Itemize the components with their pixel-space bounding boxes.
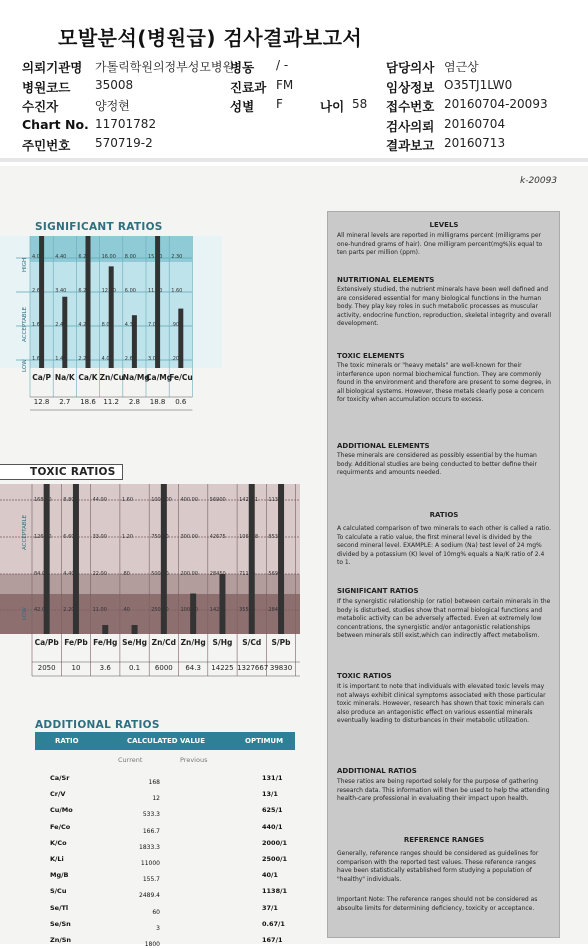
value-department: FM <box>276 78 294 92</box>
label-ward: 병동 <box>230 60 255 75</box>
sig-category-label: Zn/Cu <box>99 373 124 382</box>
significant-ratios-title: SIGNIFICANT RATIOS <box>35 221 163 233</box>
sig-tick-label: 4.20 <box>78 322 90 328</box>
tox-tick-label: 500.00 <box>151 571 169 577</box>
sig-tick-label: 4.00 <box>101 356 113 362</box>
panel-section-title: RATIOS <box>429 511 459 519</box>
sig-category-label: Ca/K <box>78 373 98 382</box>
tox-tick-label: 1000.00 <box>151 497 172 503</box>
additional-ratio-name: Fe/Co <box>50 822 71 831</box>
value-clinical-info: O35TJ1LW0 <box>444 78 513 92</box>
col-optimum: OPTIMUM <box>245 737 284 745</box>
tox-value-label: 64.3 <box>185 664 201 672</box>
sig-tick-label: 8.00 <box>124 254 136 260</box>
tox-bar <box>219 574 225 634</box>
sig-tick-label: 7.00 <box>148 322 160 328</box>
sig-tick-label: 4.40 <box>55 254 67 260</box>
sig-tick-label: 1.60 <box>171 288 183 294</box>
sig-tick-label: 6.00 <box>124 288 136 294</box>
tox-category-label: S/Cd <box>242 638 262 647</box>
sig-category-label: Fe/Cu <box>169 373 193 382</box>
tox-tick-label: 8.80 <box>63 497 75 503</box>
panel-section-text: Generally, reference ranges should be considered as guidelines for comparison with the reported test values. These reference ranges have been statistically established form studying a population of "healthy" individuals. <box>337 850 539 883</box>
sig-tick-label: 6.20 <box>78 254 90 260</box>
sub-previous: Previous <box>180 756 208 764</box>
tox-tick-label: 6.60 <box>63 534 75 540</box>
additional-ratio-current: 155.7 <box>142 876 160 884</box>
additional-ratio-optimum: 131/1 <box>262 774 283 782</box>
label-doctor: 담당의사 <box>386 60 435 75</box>
sig-tick-label: 4.00 <box>32 254 44 260</box>
label-hospital-code: 병원코드 <box>22 80 71 95</box>
panel-section-title: TOXIC ELEMENTS <box>337 352 405 360</box>
additional-ratio-optimum: 37/1 <box>262 903 278 912</box>
tox-tick-label: 11380 <box>268 497 285 503</box>
panel-section-title: SIGNIFICANT RATIOS <box>337 587 419 595</box>
sig-bar <box>109 266 114 368</box>
additional-ratio-name: Cr/V <box>50 790 66 799</box>
tox-tick-label: 142231 <box>239 497 259 503</box>
sig-tick-label: 4.30 <box>124 322 136 328</box>
significant-ratios-chart <box>0 232 222 457</box>
value-report-date: 20160713 <box>444 136 506 150</box>
additional-ratio-optimum: 2500/1 <box>262 855 287 863</box>
sig-category-label: Ca/Mg <box>146 373 173 382</box>
label-department: 진료과 <box>230 80 267 95</box>
tox-tick-label: 1.20 <box>121 534 134 540</box>
tox-tick-label: 168.00 <box>34 497 52 503</box>
tox-category-label: Fe/Pb <box>64 638 88 647</box>
additional-ratio-optimum: 1138/1 <box>262 887 287 896</box>
sig-category-label: Na/K <box>54 373 75 382</box>
panel-section-title: TOXIC RATIOS <box>337 672 392 680</box>
tox-category-label: Se/Hg <box>122 638 147 647</box>
tox-zone-low: LOW <box>22 607 28 620</box>
tox-tick-label: 11.00 <box>92 607 107 613</box>
tox-category-label: Zn/Hg <box>180 638 206 647</box>
label-receipt-no: 접수번호 <box>386 99 435 114</box>
label-sex: 성별 <box>230 99 255 114</box>
sig-tick-label: 15.00 <box>148 254 163 260</box>
panel-section-text: It is important to note that individuals with elevated toxic levels may not always exhibit clinical symptoms associated with those particular toxic minerals. However, research has shown that toxic minerals can also produce an antagonistic effect on various essential minerals eventually leading to disturbances in their metabolic utilization. <box>337 683 546 725</box>
sig-tick-label: .20 <box>171 356 180 362</box>
value-patient: 양정현 <box>95 99 130 113</box>
col-ratio: RATIO <box>55 737 79 745</box>
sig-tick-label: 12.00 <box>101 288 116 294</box>
toxic-ratios-title: TOXIC RATIOS <box>0 464 123 480</box>
tox-value-label: 39830 <box>269 664 293 672</box>
tox-value-label: 2050 <box>37 664 56 672</box>
additional-ratio-current: 3 <box>156 924 160 932</box>
label-request-date: 검사의뢰 <box>386 119 435 134</box>
tox-zone-acceptable: ACCEPTABLE <box>22 514 28 550</box>
tox-tick-label: 42.00 <box>34 607 49 613</box>
sig-value-label: 18.6 <box>80 398 96 406</box>
value-hospital-code: 35008 <box>95 78 134 92</box>
tox-tick-label: 250.00 <box>151 607 169 613</box>
tox-tick-label: 4.40 <box>63 571 75 577</box>
tox-tick-label: 33.00 <box>92 534 107 540</box>
tox-bar <box>132 625 138 634</box>
sig-tick-label: 1.40 <box>55 356 67 362</box>
sig-tick-label: 6.20 <box>78 288 90 294</box>
panel-section-title: ADDITIONAL ELEMENTS <box>337 442 430 450</box>
label-resident-no: 주민번호 <box>22 138 71 153</box>
tox-value-label: 10 <box>71 664 81 672</box>
sig-tick-label: .90 <box>171 322 180 328</box>
panel-section-text: The toxic minerals or "heavy metals" are well-known for their interference upon normal biochemical function. They are commonly found in the environment and therefore are present to some degree, in all biological systems. However, these metals clearly pose a concern for toxicity when accumulation occurs to excess. <box>337 362 551 404</box>
additional-ratio-name: S/Cu <box>50 887 67 896</box>
additional-ratio-optimum: 625/1 <box>262 806 283 815</box>
tox-tick-label: 44.00 <box>92 497 107 503</box>
tox-value-label: 6000 <box>154 664 173 672</box>
sig-value-label: 0.6 <box>175 398 187 406</box>
sig-value-label: 18.8 <box>149 398 166 406</box>
value-receipt-no: 20160704-20093 <box>444 97 548 111</box>
col-calculated-value: CALCULATED VALUE <box>127 737 206 745</box>
additional-ratio-name: K/Li <box>50 855 64 863</box>
label-clinical-info: 임상정보 <box>386 80 435 95</box>
additional-ratio-name: Se/Tl <box>50 903 69 912</box>
tox-tick-label: 2.20 <box>63 607 75 613</box>
tox-tick-label: .40 <box>121 607 130 613</box>
tox-tick-label: 28450 <box>209 571 226 577</box>
sig-tick-label: 2.60 <box>32 288 44 294</box>
tox-tick-label: 106688 <box>239 534 259 540</box>
panel-section-text: Extensively studied, the nutrient minerals have been well defined and are considered essential for many biological functions in the human body. They play key roles in such metabolic processes as muscular activity, endocrine function, reproduction, skeletal integrity and overall development. <box>337 286 552 328</box>
value-request-date: 20160704 <box>444 117 506 131</box>
sig-tick-label: 8.00 <box>101 322 113 328</box>
additional-ratios-title: ADDITIONAL RATIOS <box>35 719 160 731</box>
panel-section-text: If the synergistic relationship (or ratio) between certain minerals in the body is disturbed, studies show that normal biological functions and metabolic activity can be adversely affected. Even at extremely low concentrations, the synergistic and/or antagonistic relationships between minerals still exist,which can indirectly affect metabolism. <box>337 598 551 640</box>
additional-ratio-optimum: 440/1 <box>262 822 283 831</box>
tox-tick-label: 35560 <box>239 607 255 613</box>
panel-section-text: A calculated comparison of two minerals to each other is called a ratio. To calculate a ratio value, the first mineral level is divided by the second mineral level. EXAMPLE: A sodium (Na) test level of 24 mg% divided by a potassium (K) level of 10mg% equals a Na/K ratio of 2.4 to 1. <box>337 525 552 567</box>
tox-category-label: Ca/Pb <box>34 638 59 647</box>
tox-tick-label: 100.00 <box>180 607 198 613</box>
header-divider <box>0 158 588 162</box>
sig-tick-label: 1.60 <box>32 356 44 362</box>
tox-tick-label: 200.00 <box>180 571 198 577</box>
additional-ratio-current: 168 <box>148 779 160 786</box>
label-institution: 의뢰기관명 <box>22 60 83 75</box>
panel-section-title: NUTRITIONAL ELEMENTS <box>337 276 435 284</box>
tox-tick-label: 300.00 <box>180 534 198 540</box>
handwritten-note: k-20093 <box>520 176 558 186</box>
sig-value-label: 2.8 <box>128 398 140 406</box>
additional-ratio-current: 533.3 <box>142 811 160 819</box>
panel-section-title: REFERENCE RANGES <box>403 836 485 844</box>
value-ward: / - <box>276 58 289 72</box>
additional-ratio-optimum: 40/1 <box>262 871 278 880</box>
additional-ratio-current: 2489.4 <box>139 892 160 900</box>
panel-section-text: All mineral levels are reported in milligrams percent (milligrams per one-hundred grams of hair). One milligram percent(mg%)is equal to ten parts per million (ppm). <box>337 232 543 257</box>
tox-tick-label: 126.00 <box>34 534 52 540</box>
sig-tick-label: 16.00 <box>101 254 116 260</box>
report-title: 모발분석(병원급) 검사결과보고서 <box>58 26 363 50</box>
sig-tick-label: 2.30 <box>171 254 183 260</box>
sig-tick-label: 2.20 <box>78 356 90 362</box>
additional-ratio-optimum: 167/1 <box>262 936 283 944</box>
report-header <box>0 0 588 166</box>
additional-ratio-name: Ca/Sr <box>50 774 70 782</box>
tox-category-label: S/Hg <box>212 638 233 647</box>
additional-ratio-name: Cu/Mo <box>50 806 73 815</box>
label-report-date: 결과보고 <box>386 138 435 153</box>
tox-bar <box>102 625 108 634</box>
scanned-report-page <box>0 166 588 948</box>
additional-ratio-optimum: 0.67/1 <box>262 919 285 928</box>
panel-section-text: These minerals are considered as possibly essential by the human body. Additional studies are being conducted to better define their requirments and amounts needed. <box>337 452 537 477</box>
additional-ratio-current: 166.7 <box>142 827 160 835</box>
tox-category-label: S/Pb <box>271 638 291 647</box>
additional-ratio-name: Zn/Sn <box>50 936 72 944</box>
tox-value-label: 3.6 <box>99 664 111 672</box>
sig-tick-label: 2.40 <box>55 322 67 328</box>
tox-tick-label: 1.60 <box>121 497 134 503</box>
tox-category-label: Fe/Hg <box>93 638 118 647</box>
label-age: 나이 <box>320 99 345 114</box>
value-sex: F <box>276 97 283 111</box>
panel-section-text: These ratios are being reported solely for the purpose of gathering research data. This information will then be used to help the attending health-care professional in evaluating their impact upon health. <box>337 778 550 803</box>
panel-section-title: LEVELS <box>429 221 459 229</box>
sig-value-label: 2.7 <box>59 398 71 406</box>
panel-section-text: Important Note: The reference ranges should not be considered as absoulte limits for determining deficiency, toxicity or acceptance. <box>337 896 538 912</box>
additional-ratio-name: Se/Sn <box>50 919 71 928</box>
tox-tick-label: .80 <box>121 571 130 577</box>
tox-tick-label: 42675 <box>209 534 226 540</box>
tox-value-label: 0.1 <box>128 664 141 672</box>
tox-tick-label: 8535 <box>268 534 282 540</box>
additional-ratio-current: 60 <box>152 908 160 916</box>
tox-tick-label: 56900 <box>209 497 226 503</box>
tox-tick-label: 400.00 <box>180 497 198 503</box>
tox-value-label: 14225 <box>211 664 234 672</box>
tox-tick-label: 84.00 <box>34 571 49 577</box>
tox-tick-label: 22.00 <box>92 571 107 577</box>
additional-ratio-name: Mg/B <box>50 871 69 880</box>
tox-value-label: 1327667 <box>237 664 269 672</box>
tox-bar <box>190 594 196 635</box>
sig-zone-acceptable: ACCEPTABLE <box>22 306 28 342</box>
toxic-ratios-chart <box>0 480 300 720</box>
sub-current: Current <box>118 756 143 764</box>
value-resident-no: 570719-2 <box>95 136 153 150</box>
tox-tick-label: 750.00 <box>151 534 169 540</box>
panel-section-title: ADDITIONAL RATIOS <box>337 767 417 775</box>
additional-ratio-optimum: 13/1 <box>262 790 278 799</box>
additional-ratio-current: 12 <box>152 795 160 803</box>
sig-zone-low: LOW <box>22 359 28 372</box>
sig-tick-label: 3.00 <box>148 356 160 362</box>
label-chart-no: Chart No. <box>22 117 89 132</box>
value-chart-no: 11701782 <box>95 117 157 131</box>
label-patient: 수진자 <box>22 99 59 114</box>
additional-ratio-optimum: 2000/1 <box>262 838 287 847</box>
tox-tick-label: 5690 <box>268 571 282 577</box>
tox-tick-label: 2845 <box>268 607 282 613</box>
additional-ratio-current: 11000 <box>140 860 160 867</box>
tox-tick-label: 71120 <box>239 571 255 577</box>
tox-tick-label: 14225 <box>209 607 226 613</box>
additional-ratio-current: 1800 <box>144 941 160 948</box>
sig-tick-label: 1.60 <box>32 322 44 328</box>
value-institution: 가톨릭학원의정부성모병원 <box>95 60 235 74</box>
sig-zone-high: HIGH <box>22 257 28 272</box>
sig-category-label: Na/Mg <box>122 373 150 382</box>
additional-ratio-current: 1833.3 <box>139 843 160 851</box>
sig-value-label: 11.2 <box>103 398 119 406</box>
value-doctor: 염근상 <box>444 60 479 74</box>
sig-tick-label: 2.60 <box>124 356 136 362</box>
sig-tick-label: 3.40 <box>55 288 67 294</box>
value-age: 58 <box>352 97 368 111</box>
sig-tick-label: 11.00 <box>148 288 163 294</box>
additional-ratios-header <box>35 732 295 750</box>
sig-value-label: 12.8 <box>33 398 50 406</box>
sig-category-label: Ca/P <box>32 373 51 382</box>
additional-ratio-name: K/Co <box>50 838 67 847</box>
tox-category-label: Zn/Cd <box>151 638 177 647</box>
